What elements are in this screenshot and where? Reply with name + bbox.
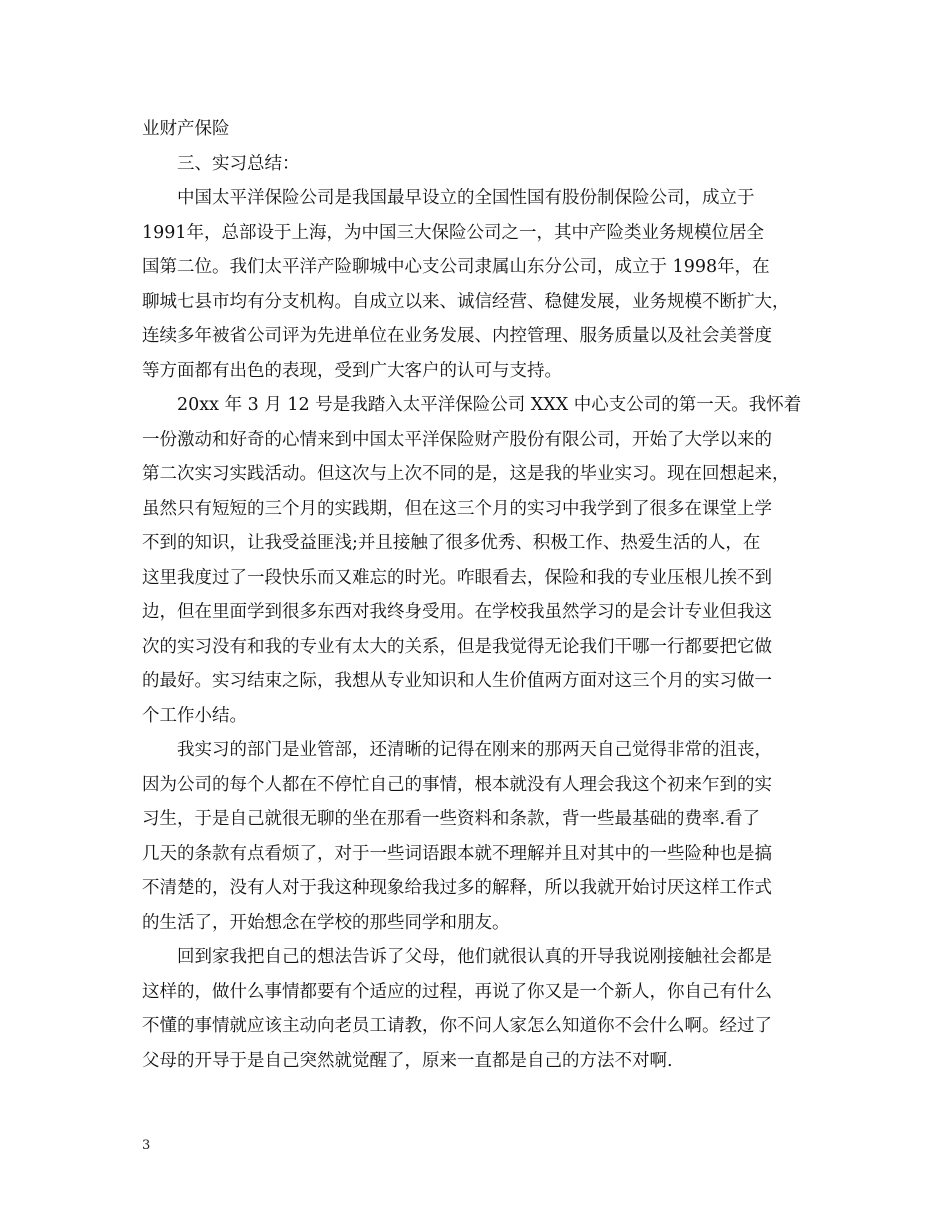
text-line: 个工作小结。 — [142, 705, 247, 726]
document-body — [142, 112, 812, 1078]
text-line: 习生，于是自己就很无聊的坐在那看一些资料和条款，背一些最基础的费率.看了 — [142, 809, 761, 829]
text-line: 三、实习总结： — [177, 153, 300, 174]
text-line: 不到的知识，让我受益匪浅;并且接触了很多优秀、积极工作、热爱生活的人，在 — [142, 533, 761, 553]
text-line: 不清楚的，没有人对于我这种现象给我过多的解释，所以我就开始讨厌这样工作式 — [142, 878, 772, 898]
text-line: 的最好。实习结束之际，我想从专业知识和人生价值两方面对这三个月的实习做一 — [142, 671, 772, 691]
text-line: 聊城七县市均有分支机构。自成立以来、诚信经营、稳健发展，业务规模不断扩大， — [142, 291, 790, 312]
text-line: 这样的，做什么事情都要有个适应的过程，再说了你又是一个新人，你自己有什么 — [142, 981, 772, 1002]
text-line: 等方面都有出色的表现，受到广大客户的认可与支持。 — [142, 360, 562, 381]
text-line: 国第二位。我们太平洋产险聊城中心支公司隶属山东分公司，成立于 1998年，在 — [142, 257, 770, 277]
text-line: 几天的条款有点看烦了，对于一些词语跟本就不理解并且对其中的一些险种也是搞 — [142, 843, 772, 864]
text-line: 的生活了，开始想念在学校的那些同学和朋友。 — [142, 912, 510, 933]
text-line: 虽然只有短短的三个月的实践期，但在这三个月的实习中我学到了很多在课堂上学 — [142, 498, 772, 519]
page-number: 3 — [142, 1138, 151, 1153]
text-line: 边，但在里面学到很多东西对我终身受用。在学校我虽然学习的是会计专业但我这 — [142, 602, 772, 622]
text-line: 我实习的部门是业管部，还清晰的记得在刚来的那两天自己觉得非常的沮丧， — [177, 740, 772, 760]
text-line: 第二次实习实践活动。但这次与上次不同的是，这是我的毕业实习。现在回想起来， — [142, 464, 790, 484]
text-line: 1991年，总部设于上海，为中国三大保险公司之一，其中产险类业务规模位居全 — [142, 222, 765, 243]
text-line: 回到家我把自己的想法告诉了父母，他们就很认真的开导我说刚接触社会都是 — [177, 947, 772, 967]
text-line: 次的实习没有和我的专业有太大的关系，但是我觉得无论我们干哪一行都要把它做 — [142, 636, 772, 657]
text-line: 父母的开导于是自己突然就觉醒了，原来一直都是自己的方法不对啊. — [142, 1050, 673, 1071]
text-line: 一份激动和好奇的心情来到中国太平洋保险财产股份有限公司，开始了大学以来的 — [142, 429, 772, 450]
text-line: 业财产保险 — [142, 119, 230, 139]
text-line: 这里我度过了一段快乐而又难忘的时光。咋眼看去，保险和我的专业压根儿挨不到 — [142, 567, 772, 588]
text-line: 不懂的事情就应该主动向老员工请教，你不问人家怎么知道你不会什么啊。经过了 — [142, 1016, 772, 1036]
text-line: 20xx 年 3 月 12 号是我踏入太平洋保险公司 XXX 中心支公司的第一天。我怀着 — [177, 395, 802, 415]
text-line: 中国太平洋保险公司是我国最早设立的全国性国有股份制保险公司，成立于 — [177, 188, 755, 208]
text-line: 连续多年被省公司评为先进单位在业务发展、内控管理、服务质量以及社会美誉度 — [142, 326, 772, 346]
text-line: 因为公司的每个人都在不停忙自己的事情，根本就没有人理会我这个初来乍到的实 — [142, 774, 772, 795]
